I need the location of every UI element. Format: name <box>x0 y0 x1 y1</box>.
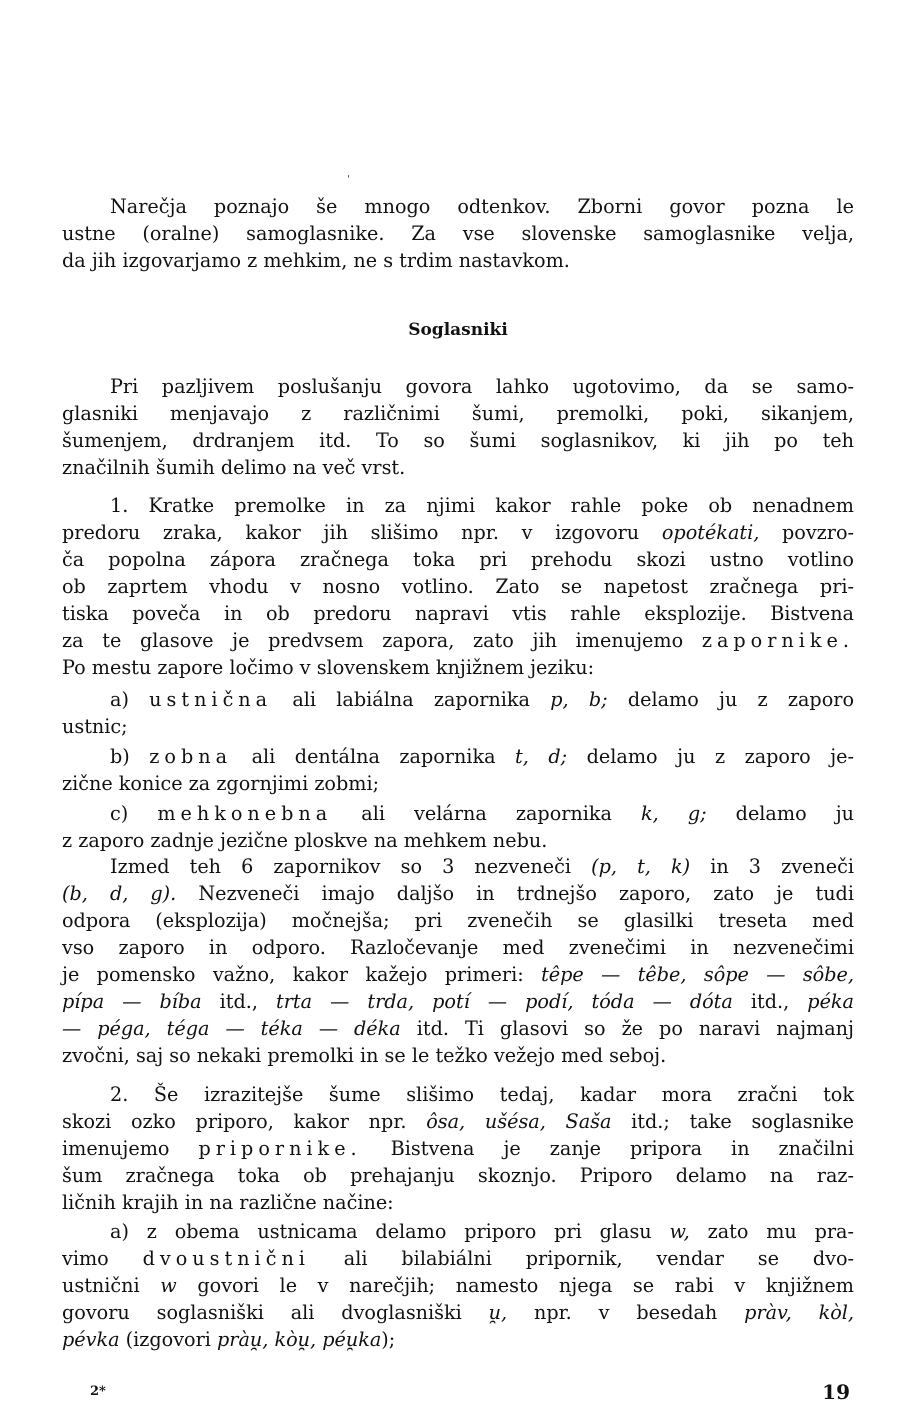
italic-word: t, d; <box>515 745 568 768</box>
text-run: vimo <box>62 1247 143 1270</box>
paragraph-fricatives <box>62 1081 854 1216</box>
italic-word: p, b; <box>550 688 608 711</box>
text-line <box>62 1272 854 1299</box>
text-run: ); <box>381 1328 396 1351</box>
section-heading: Soglasniki <box>408 320 508 340</box>
item-c-velar <box>62 800 854 854</box>
text-line: vso zaporo in odporo. Razločevanje med zvenečimi in nezvenečimi <box>62 936 854 959</box>
text-run: govoru soglasniški ali dvoglasniški <box>62 1301 489 1324</box>
book-page <box>62 0 854 1423</box>
text-line: šumenjem, drdranjem itd. To so šumi soglasnikov, ki jih po teh <box>62 429 854 452</box>
stray-mark: ˌ <box>347 168 350 179</box>
text-run: itd., <box>732 990 808 1013</box>
text-line: zične konice za zgornjimi zobmi; <box>62 772 380 795</box>
text-run: itd., <box>201 990 277 1013</box>
italic-word: pípa — bíba <box>62 990 202 1013</box>
spaced-term: mehkonebna <box>157 802 333 825</box>
text-run: delamo ju z zaporo <box>607 688 854 711</box>
text-run: ali dentálna zapornika <box>232 745 516 768</box>
italic-word: (b, d, g). <box>62 882 177 905</box>
text-line <box>62 961 854 988</box>
spaced-term: ke. <box>809 629 854 652</box>
text-line <box>62 1245 854 1272</box>
text-run: govori le v narečjih; namesto njega se rabi v knjižnem <box>176 1274 854 1297</box>
item-marker: a) <box>110 688 150 711</box>
text-run: skozi ozko priporo, kakor npr. <box>62 1110 427 1133</box>
text-line <box>62 880 854 907</box>
text-line: da jih izgovarjamo z mehkim, ne s trdim nastavkom. <box>62 249 570 272</box>
text-line <box>62 1135 854 1162</box>
text-run: predoru zraka, kakor jih slišimo npr. v izgovoru <box>62 521 662 544</box>
text-run: za te glasove je predvsem zapora, zato jih imenujemo <box>62 629 702 652</box>
item-marker: c) <box>110 802 158 825</box>
italic-word: trta — trda, potí — podí, tóda — dóta <box>276 990 733 1013</box>
spaced-term: pripornike. <box>198 1137 362 1160</box>
text-run: Izmed teh 6 zapornikov so 3 nezveneči <box>110 855 592 878</box>
spaced-term: zobna <box>149 745 233 768</box>
italic-word: (p, t, k) <box>591 855 691 878</box>
text-line <box>62 686 854 713</box>
italic-word: opotékati, <box>661 521 760 544</box>
text-line <box>62 627 854 654</box>
text-line <box>62 1299 854 1326</box>
text-run: npr. v besedah <box>507 1301 745 1324</box>
text-line: ob zaprtem vhodu v nosno votlino. Zato se napetost zračnega pri- <box>62 575 854 598</box>
text-line: Narečja poznajo še mnogo odtenkov. Zborni govor pozna le <box>110 195 854 218</box>
text-run: a) z obema ustnicama delamo priporo pri glasu <box>110 1220 670 1243</box>
text-line: ustne (oralne) samoglasnike. Za vse slovenske samoglasnike velja, <box>62 222 854 245</box>
text-line: z zaporo zadnje jezične ploskve na mehkem nebu. <box>62 829 548 852</box>
text-line: ličnih krajih in na različne načine: <box>62 1191 394 1214</box>
text-run: imenujemo <box>62 1137 199 1160</box>
text-line <box>62 988 854 1015</box>
paragraph-stops <box>62 492 854 681</box>
text-run: itd. Ti glasovi so že po naravi najmanj <box>400 1017 854 1040</box>
italic-word: têpe — têbe, sôpe — sôbe, <box>541 963 854 986</box>
italic-word: pràu̯, kòu̯, péu̯ka <box>217 1328 382 1351</box>
text-line: Po mestu zapore ločimo v slovenskem knjižnem jeziku: <box>62 656 595 679</box>
text-line: odpora (eksplozija) močnejša; pri zvenečih se glasilki treseta med <box>62 909 854 932</box>
italic-word: ôsa, ušésa, Saša <box>426 1110 612 1133</box>
italic-word: k, g; <box>641 802 707 825</box>
page-number: 19 <box>822 1380 850 1404</box>
text-run: in 3 zveneči <box>690 855 854 878</box>
text-run: Nezveneči imajo daljšo in trdnejšo zaporo, zato je tudi <box>176 882 854 905</box>
text-line: tiska poveča in ob predoru napravi vtis rahle eksplozije. Bistvena <box>62 602 854 625</box>
text-line <box>62 1326 854 1353</box>
spaced-term: ustnična <box>149 688 273 711</box>
text-line: 2. Še izrazitejše šume slišimo tedaj, kadar mora zračni tok <box>110 1083 854 1106</box>
text-line: značilnih šumih delimo na več vrst. <box>62 456 406 479</box>
spaced-term: dvoustnični <box>142 1247 310 1270</box>
intro-paragraph <box>62 193 854 274</box>
text-run: je pomensko važno, kakor kažejo primeri: <box>62 963 542 986</box>
item-a-bilabial <box>62 1218 854 1353</box>
text-line: Pri pazljivem poslušanju govora lahko ugotovimo, da se samo- <box>110 375 854 398</box>
text-line <box>62 853 854 880</box>
text-line <box>62 1218 854 1245</box>
item-a-labial <box>62 686 854 740</box>
text-run: ustnični <box>62 1274 161 1297</box>
signature-mark: 2* <box>90 1384 106 1399</box>
italic-word: pévka <box>62 1328 120 1351</box>
italic-word: w, <box>669 1220 690 1243</box>
text-line: šum zračnega toka ob prehajanju skoznjo. Priporo delamo na raz- <box>62 1164 854 1187</box>
item-marker: b) <box>110 745 150 768</box>
italic-word: u̯, <box>488 1301 508 1324</box>
italic-word: péka <box>807 990 854 1013</box>
text-line: 1. Kratke premolke in za njimi kakor rahle poke ob nenadnem <box>110 494 854 517</box>
text-run: itd.; take soglasnike <box>611 1110 855 1133</box>
text-run: delamo ju <box>706 802 854 825</box>
italic-word: — péga, téga — téka — déka <box>62 1017 401 1040</box>
text-run: ali bilabiálni pripornik, vendar se dvo- <box>309 1247 855 1270</box>
italic-word: pràv, kòl, <box>744 1301 854 1324</box>
text-line <box>62 519 854 546</box>
text-line <box>62 800 854 827</box>
text-run: zato mu pra- <box>689 1220 854 1243</box>
italic-word: w <box>160 1274 177 1297</box>
paragraph-observation <box>62 373 854 481</box>
spaced-term: zaporni <box>701 629 810 652</box>
text-line <box>62 743 854 770</box>
text-line: glasniki menjavajo z različnimi šumi, premolki, poki, sikanjem, <box>62 402 854 425</box>
text-run: (izgovori <box>119 1328 218 1351</box>
text-run: povzro- <box>759 521 854 544</box>
paragraph-voicing <box>62 853 854 1069</box>
text-line: ča popolna zápora zračnega toka pri prehodu skozi ustno votlino <box>62 548 854 571</box>
text-run: ali labiálna zapornika <box>272 688 551 711</box>
text-run: ali velárna zapornika <box>332 802 642 825</box>
text-line <box>62 1015 854 1042</box>
text-line: ustnic; <box>62 715 128 738</box>
text-run: Bistvena je zanje pripora in značilni <box>361 1137 854 1160</box>
text-run: delamo ju z zaporo je- <box>567 745 854 768</box>
text-line <box>62 1108 854 1135</box>
item-b-dental <box>62 743 854 797</box>
text-line: zvočni, saj so nekaki premolki in se le težko vežejo med seboj. <box>62 1044 667 1067</box>
